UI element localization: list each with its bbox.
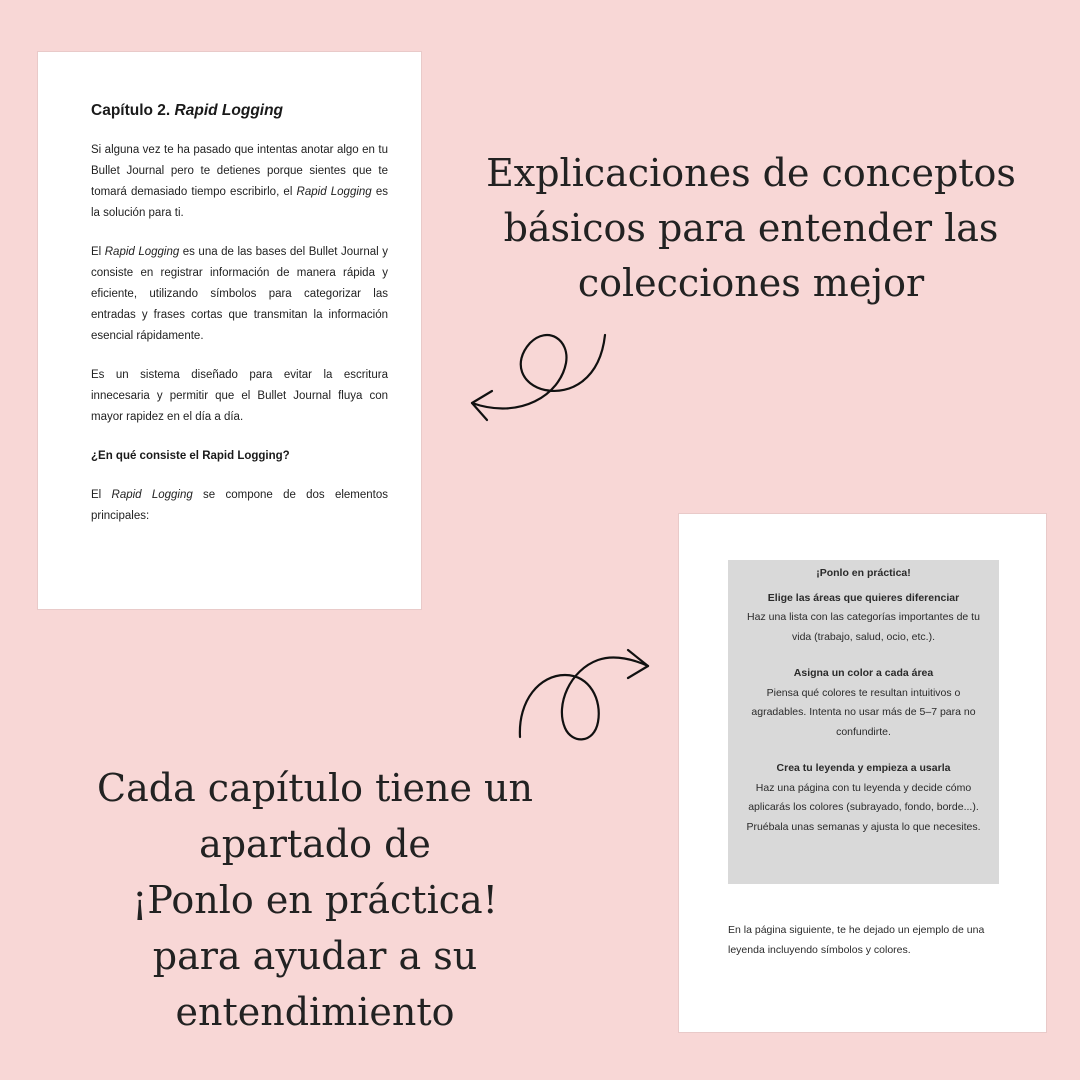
practice-box-title: ¡Ponlo en práctica! — [816, 567, 911, 579]
caption-line: ¡Ponlo en práctica! — [132, 878, 498, 922]
paragraph-4 — [91, 485, 388, 527]
paragraph-1 — [91, 140, 388, 224]
practice-step-text: Haz una lista con las categorías importantes de tu vida (trabajo, salud, ocio, etc.). — [747, 611, 980, 643]
practice-step-text: Haz una página con tu leyenda y decide cómo aplicarás los colores (subrayado, fondo, borde...). — [748, 781, 979, 813]
practice-step-3 — [728, 759, 999, 837]
caption-line: Cada capítulo tiene un — [97, 766, 533, 810]
paragraph-2-end: es una de las bases del Bullet Journal y consiste en registrar información de manera rápida y eficiente, utilizando símbolos para categorizar las entradas y frases cortas que transmitan la información esencial rápidamente. — [91, 246, 389, 342]
practice-step-1 — [728, 589, 999, 648]
paragraph-1-text: Si alguna vez te ha pasado que intentas anotar algo en tu Bullet Journal pero te detienes porque sientes que te tomará demasiado tiempo escribirlo, el — [91, 144, 388, 198]
curly-arrow-left-icon — [460, 325, 620, 435]
paragraph-2-emphasis: Rapid Logging — [104, 246, 180, 258]
practice-page-preview — [679, 514, 1046, 1032]
practice-page-footer: En la página siguiente, te he dejado un ejemplo de una leyenda incluyendo símbolos y colores. — [728, 924, 985, 956]
paragraph-4-start: El — [91, 489, 112, 501]
practice-box — [728, 560, 999, 884]
practice-step-heading: Asigna un color a cada área — [793, 667, 934, 679]
curly-arrow-right-icon — [510, 640, 660, 750]
section-subheading: ¿En qué consiste el Rapid Logging? — [91, 450, 290, 462]
paragraph-4-end: se compone de dos elementos principales: — [91, 489, 389, 522]
practice-step-heading: Crea tu leyenda y empieza a usarla — [776, 762, 951, 774]
paragraph-4-emphasis: Rapid Logging — [111, 489, 193, 501]
caption-concepts: Explicaciones de conceptos básicos para entender las colecciones mejor — [486, 151, 1016, 305]
paragraph-1-emphasis: Rapid Logging — [296, 186, 372, 198]
caption-line: para ayudar a su — [152, 934, 478, 978]
chapter-page-content — [91, 100, 388, 545]
caption-line: entendimiento — [175, 990, 455, 1034]
chapter-title — [91, 100, 388, 122]
paragraph-3: Es un sistema diseñado para evitar la escritura innecesaria y permitir que el Bullet Journal fluya con mayor rapidez en el día a día. — [91, 369, 388, 423]
chapter-title-prefix: Capítulo 2. — [91, 102, 175, 119]
caption-line: apartado de — [199, 822, 431, 866]
paragraph-2-start: El — [91, 246, 105, 258]
chapter-title-emphasis: Rapid Logging — [174, 102, 284, 119]
caption-practice — [60, 760, 570, 1040]
practice-step-text-extra: Pruébala unas semanas y ajusta lo que necesites. — [746, 820, 981, 833]
paragraph-1-end: es la solución para ti. — [91, 186, 388, 219]
practice-step-text: Piensa qué colores te resultan intuitivos o agradables. Intenta no usar más de 5–7 para no confundirte. — [751, 686, 976, 738]
paragraph-2 — [91, 242, 388, 347]
chapter-page-preview — [38, 52, 421, 609]
practice-step-heading: Elige las áreas que quieres diferenciar — [767, 591, 960, 604]
practice-step-2 — [728, 664, 999, 742]
